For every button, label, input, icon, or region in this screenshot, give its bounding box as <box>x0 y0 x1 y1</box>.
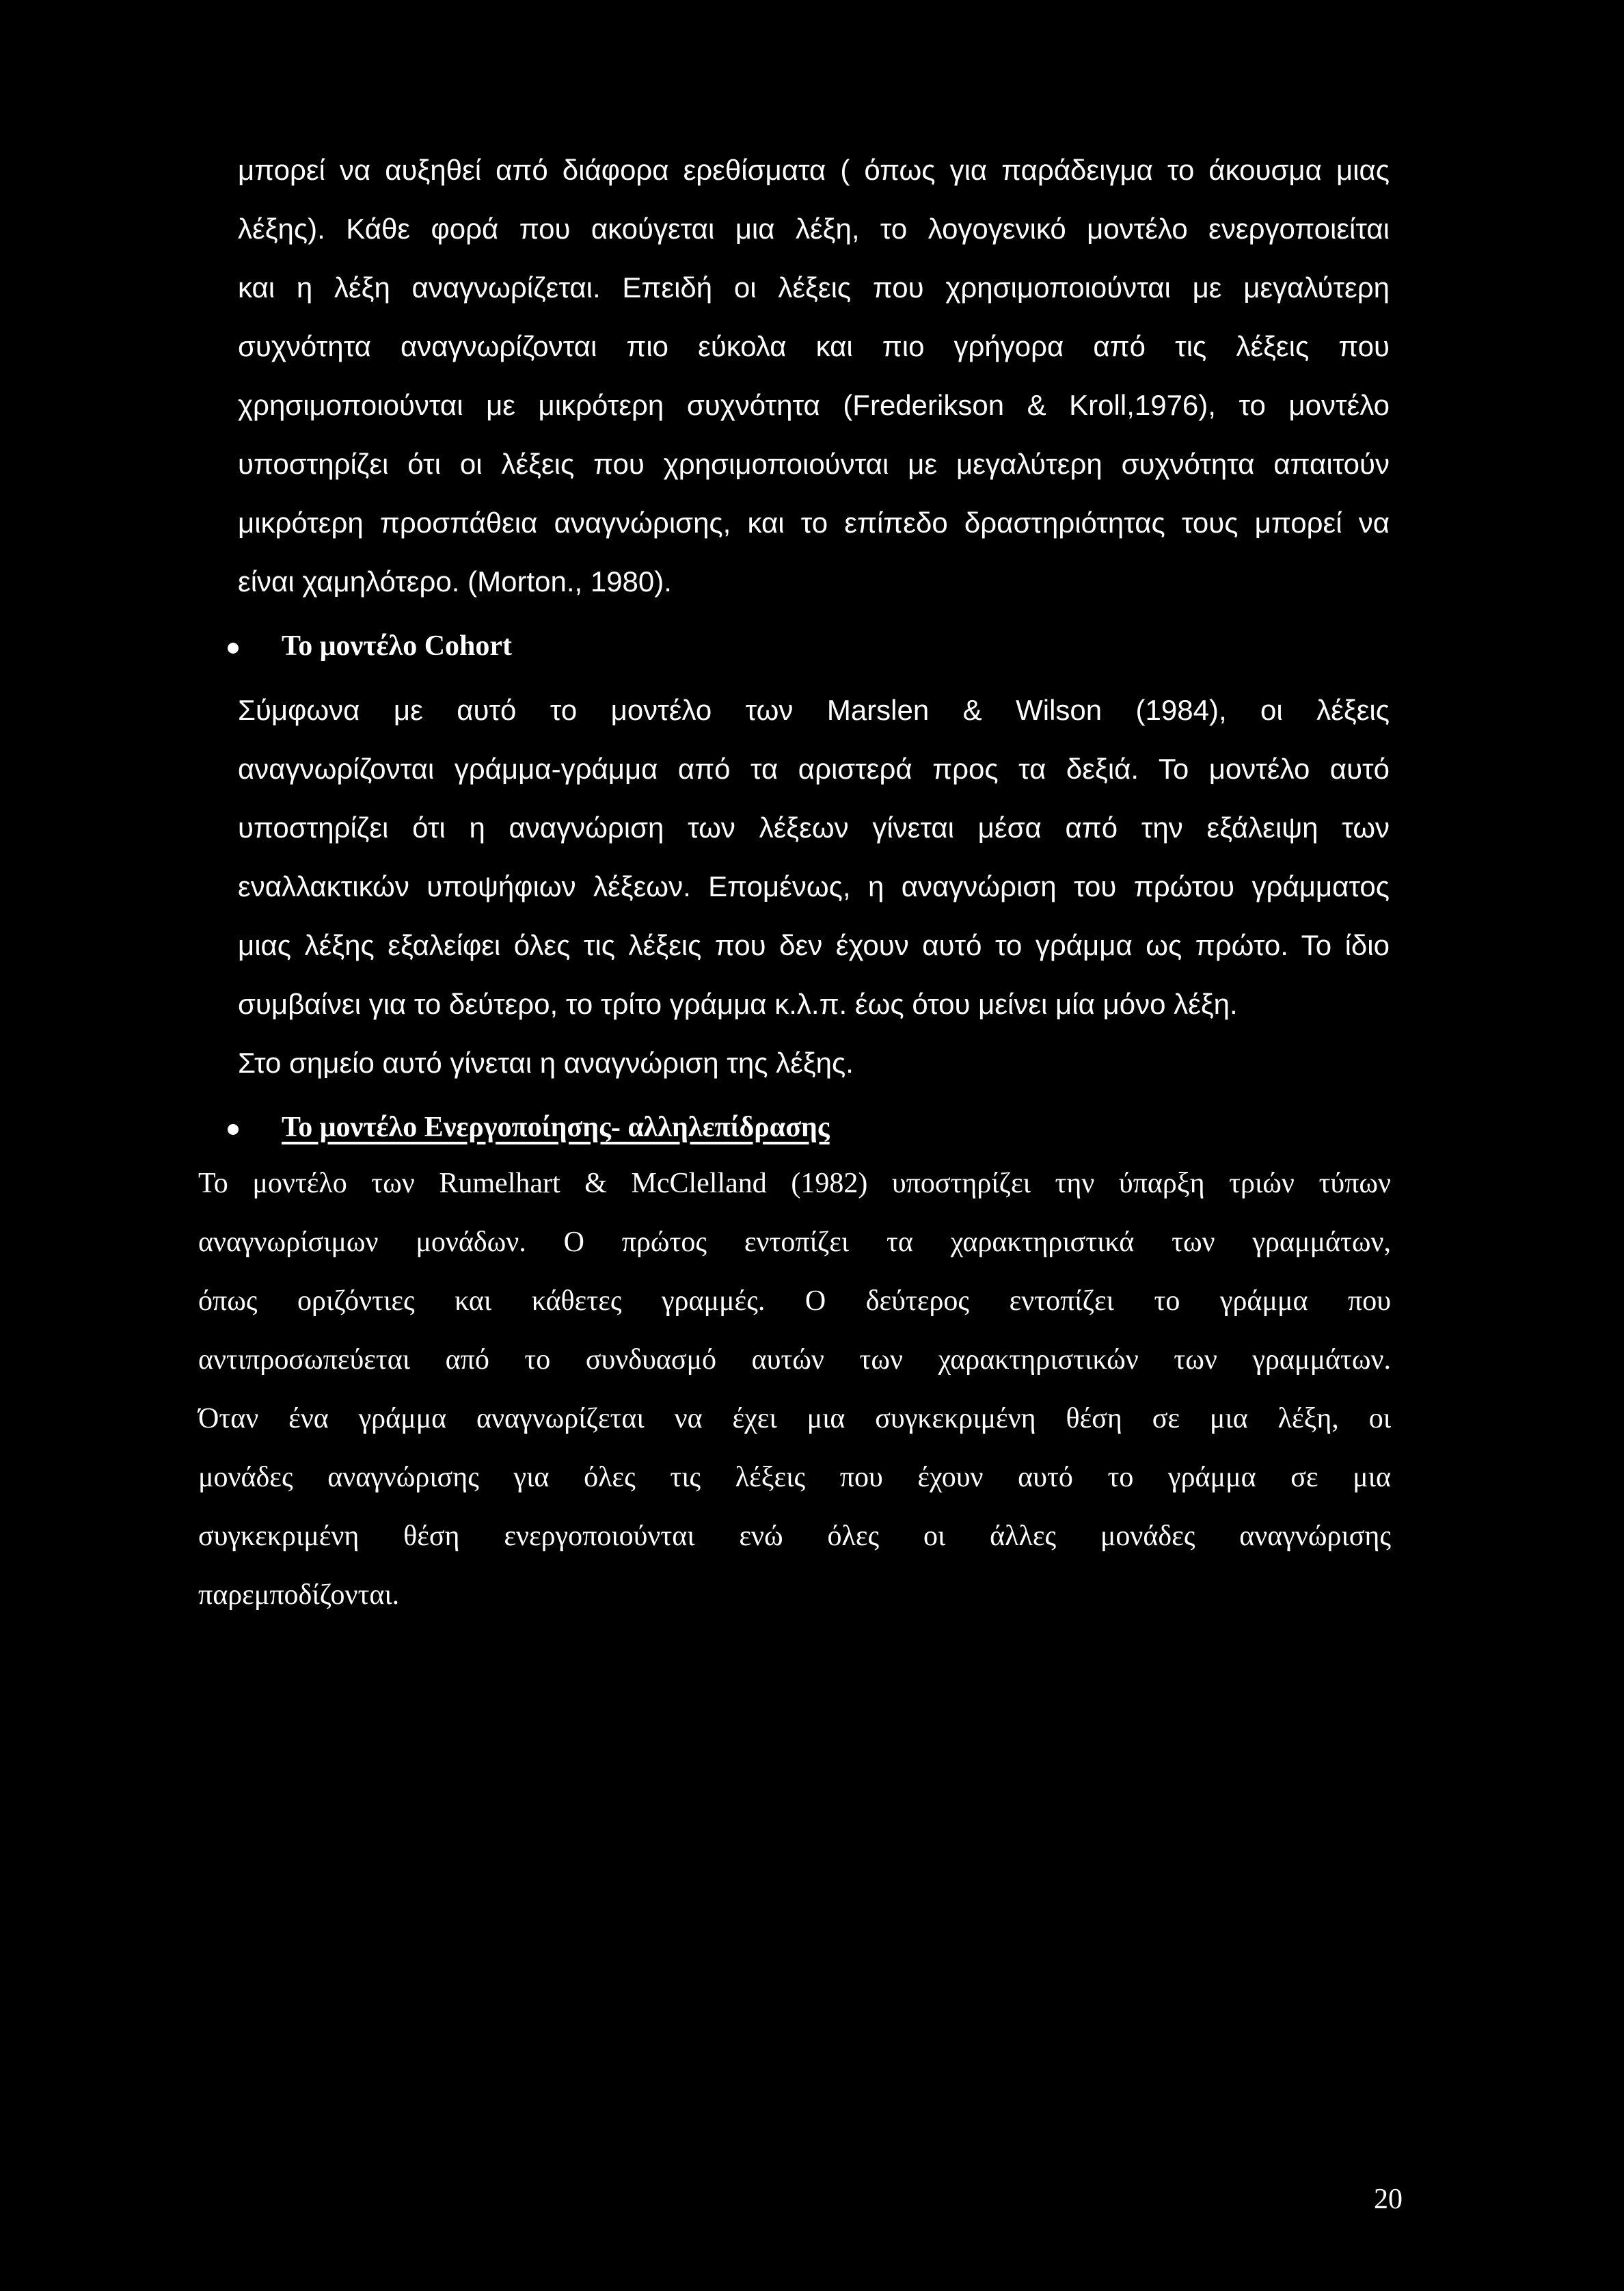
bullet-icon <box>228 643 239 654</box>
text-line: μικρότερη προσπάθεια αναγνώρισης, και το επίπεδο δραστηριότητας τους μπορεί να <box>238 507 1390 539</box>
text-line: Σύμφωνα με αυτό το μοντέλο των Marslen & Wilson (1984), οι λέξεις <box>238 694 1390 726</box>
text-line: αντιπροσωπεύεται από το συνδυασμό αυτών των χαρακτηριστικών των γραμμάτων. <box>198 1344 1391 1376</box>
text-line: συγκεκριμένη θέση ενεργοποιούνται ενώ όλες οι άλλες μονάδες αναγνώρισης <box>198 1520 1391 1552</box>
text-line: Στο σημείο αυτό γίνεται η αναγνώριση της λέξης. <box>238 1047 854 1079</box>
section-heading-cohort: Το μοντέλο Cohort <box>282 630 513 662</box>
text-line: μπορεί να αυξηθεί από διάφορα ερεθίσματα ( όπως για παράδειγμα το άκουσμα μιας <box>238 154 1390 186</box>
text-line: υποστηρίζει ότι η αναγνώριση των λέξεων γίνεται μέσα από την εξάλειψη των <box>238 812 1390 844</box>
text-line: Το μοντέλο των Rumelhart & McClelland (1982) υποστηρίζει την ύπαρξη τριών τύπων <box>198 1168 1391 1199</box>
text-line: συμβαίνει για το δεύτερο, το τρίτο γράμμα κ.λ.π. έως ότου μείνει μία μόνο λέξη. <box>238 988 1238 1020</box>
text-line: όπως οριζόντιες και κάθετες γραμμές. Ο δεύτερος εντοπίζει το γράμμα που <box>198 1285 1391 1317</box>
text-line: χρησιμοποιούνται με μικρότερη συχνότητα (Frederikson & Kroll,1976), το μοντέλο <box>238 389 1390 421</box>
text-line: μονάδες αναγνώρισης για όλες τις λέξεις που έχουν αυτό το γράμμα σε μια <box>198 1462 1391 1493</box>
text-line: εναλλακτικών υποψήφιων λέξεων. Επομένως, η αναγνώριση του πρώτου γράμματος <box>238 870 1390 902</box>
text-line: υποστηρίζει ότι οι λέξεις που χρησιμοποιούνται με μεγαλύτερη συχνότητα απαιτούν <box>238 448 1390 480</box>
text-line: και η λέξη αναγνωρίζεται. Επειδή οι λέξεις που χρησιμοποιούνται με μεγαλύτερη <box>238 271 1390 304</box>
text-line: λέξης). Κάθε φορά που ακούγεται μια λέξη, το λογογενικό μοντέλο ενεργοποιείται <box>238 213 1390 245</box>
text-line: παρεμποδίζονται. <box>198 1579 400 1611</box>
text-line: συχνότητα αναγνωρίζονται πιο εύκολα και πιο γρήγορα από τις λέξεις που <box>238 330 1390 362</box>
bullet-icon <box>228 1124 239 1135</box>
text-line: Όταν ένα γράμμα αναγνωρίζεται να έχει μια συγκεκριμένη θέση σε μια λέξη, οι <box>198 1403 1391 1434</box>
text-line: μιας λέξης εξαλείφει όλες τις λέξεις που δεν έχουν αυτό το γράμμα ως πρώτο. Το ίδιο <box>238 929 1390 961</box>
text-line: είναι χαμηλότερο. (Morton., 1980). <box>238 565 672 598</box>
text-line: αναγνωρίζονται γράμμα-γράμμα από τα αριστερά προς τα δεξιά. Το μοντέλο αυτό <box>238 753 1390 785</box>
section-heading-interaction: Το μοντέλο Ενεργοποίησης- αλληλεπίδρασης <box>282 1112 830 1143</box>
page-number: 20 <box>1374 2184 1403 2215</box>
text-line: αναγνωρίσιμων μονάδων. Ο πρώτος εντοπίζει τα χαρακτηριστικά των γραμμάτων, <box>198 1227 1391 1258</box>
